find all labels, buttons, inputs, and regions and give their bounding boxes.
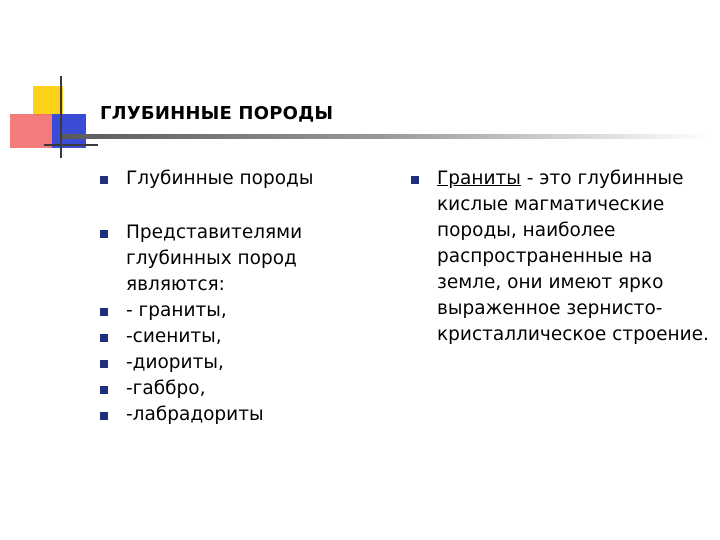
list-item	[100, 324, 380, 350]
decor-yellow-square	[33, 86, 63, 116]
square-bullet-icon	[100, 334, 108, 342]
square-bullet-icon	[100, 176, 108, 184]
list-item	[100, 220, 380, 298]
list-item-text: - граниты,	[126, 300, 227, 321]
right-bullet-list	[411, 166, 711, 348]
list-item	[100, 298, 380, 324]
title-underline-rule	[62, 134, 710, 139]
list-item-text: Глубинные породы	[126, 168, 314, 189]
square-bullet-icon	[100, 412, 108, 420]
list-item	[411, 166, 711, 348]
decor-red-rectangle	[10, 114, 52, 148]
square-bullet-icon	[100, 386, 108, 394]
decor-blue-square	[52, 114, 86, 148]
list-item-text: - это глубинные кислые магматические породы, наиболее распространенные на земле, они имеют ярко выраженное зернисто-кристаллическое строение.	[437, 168, 709, 345]
left-bullet-list	[100, 166, 380, 428]
list-item-text: Представителями глубинных пород являются:	[126, 222, 303, 295]
slide-title: ГЛУБИННЫЕ ПОРОДЫ	[100, 103, 334, 124]
list-item	[100, 166, 380, 192]
square-bullet-icon	[411, 176, 419, 184]
list-item	[100, 376, 380, 402]
list-item-text: -сиениты,	[126, 326, 222, 347]
square-bullet-icon	[100, 230, 108, 238]
decor-horizontal-line	[44, 144, 98, 146]
list-item	[100, 350, 380, 376]
list-item-text: -габбро,	[126, 378, 206, 399]
list-item	[100, 402, 380, 428]
square-bullet-icon	[100, 308, 108, 316]
list-item-text: -диориты,	[126, 352, 224, 373]
list-item-text: -лабрадориты	[126, 404, 264, 425]
term-link-granity: Граниты	[437, 168, 521, 189]
square-bullet-icon	[100, 360, 108, 368]
